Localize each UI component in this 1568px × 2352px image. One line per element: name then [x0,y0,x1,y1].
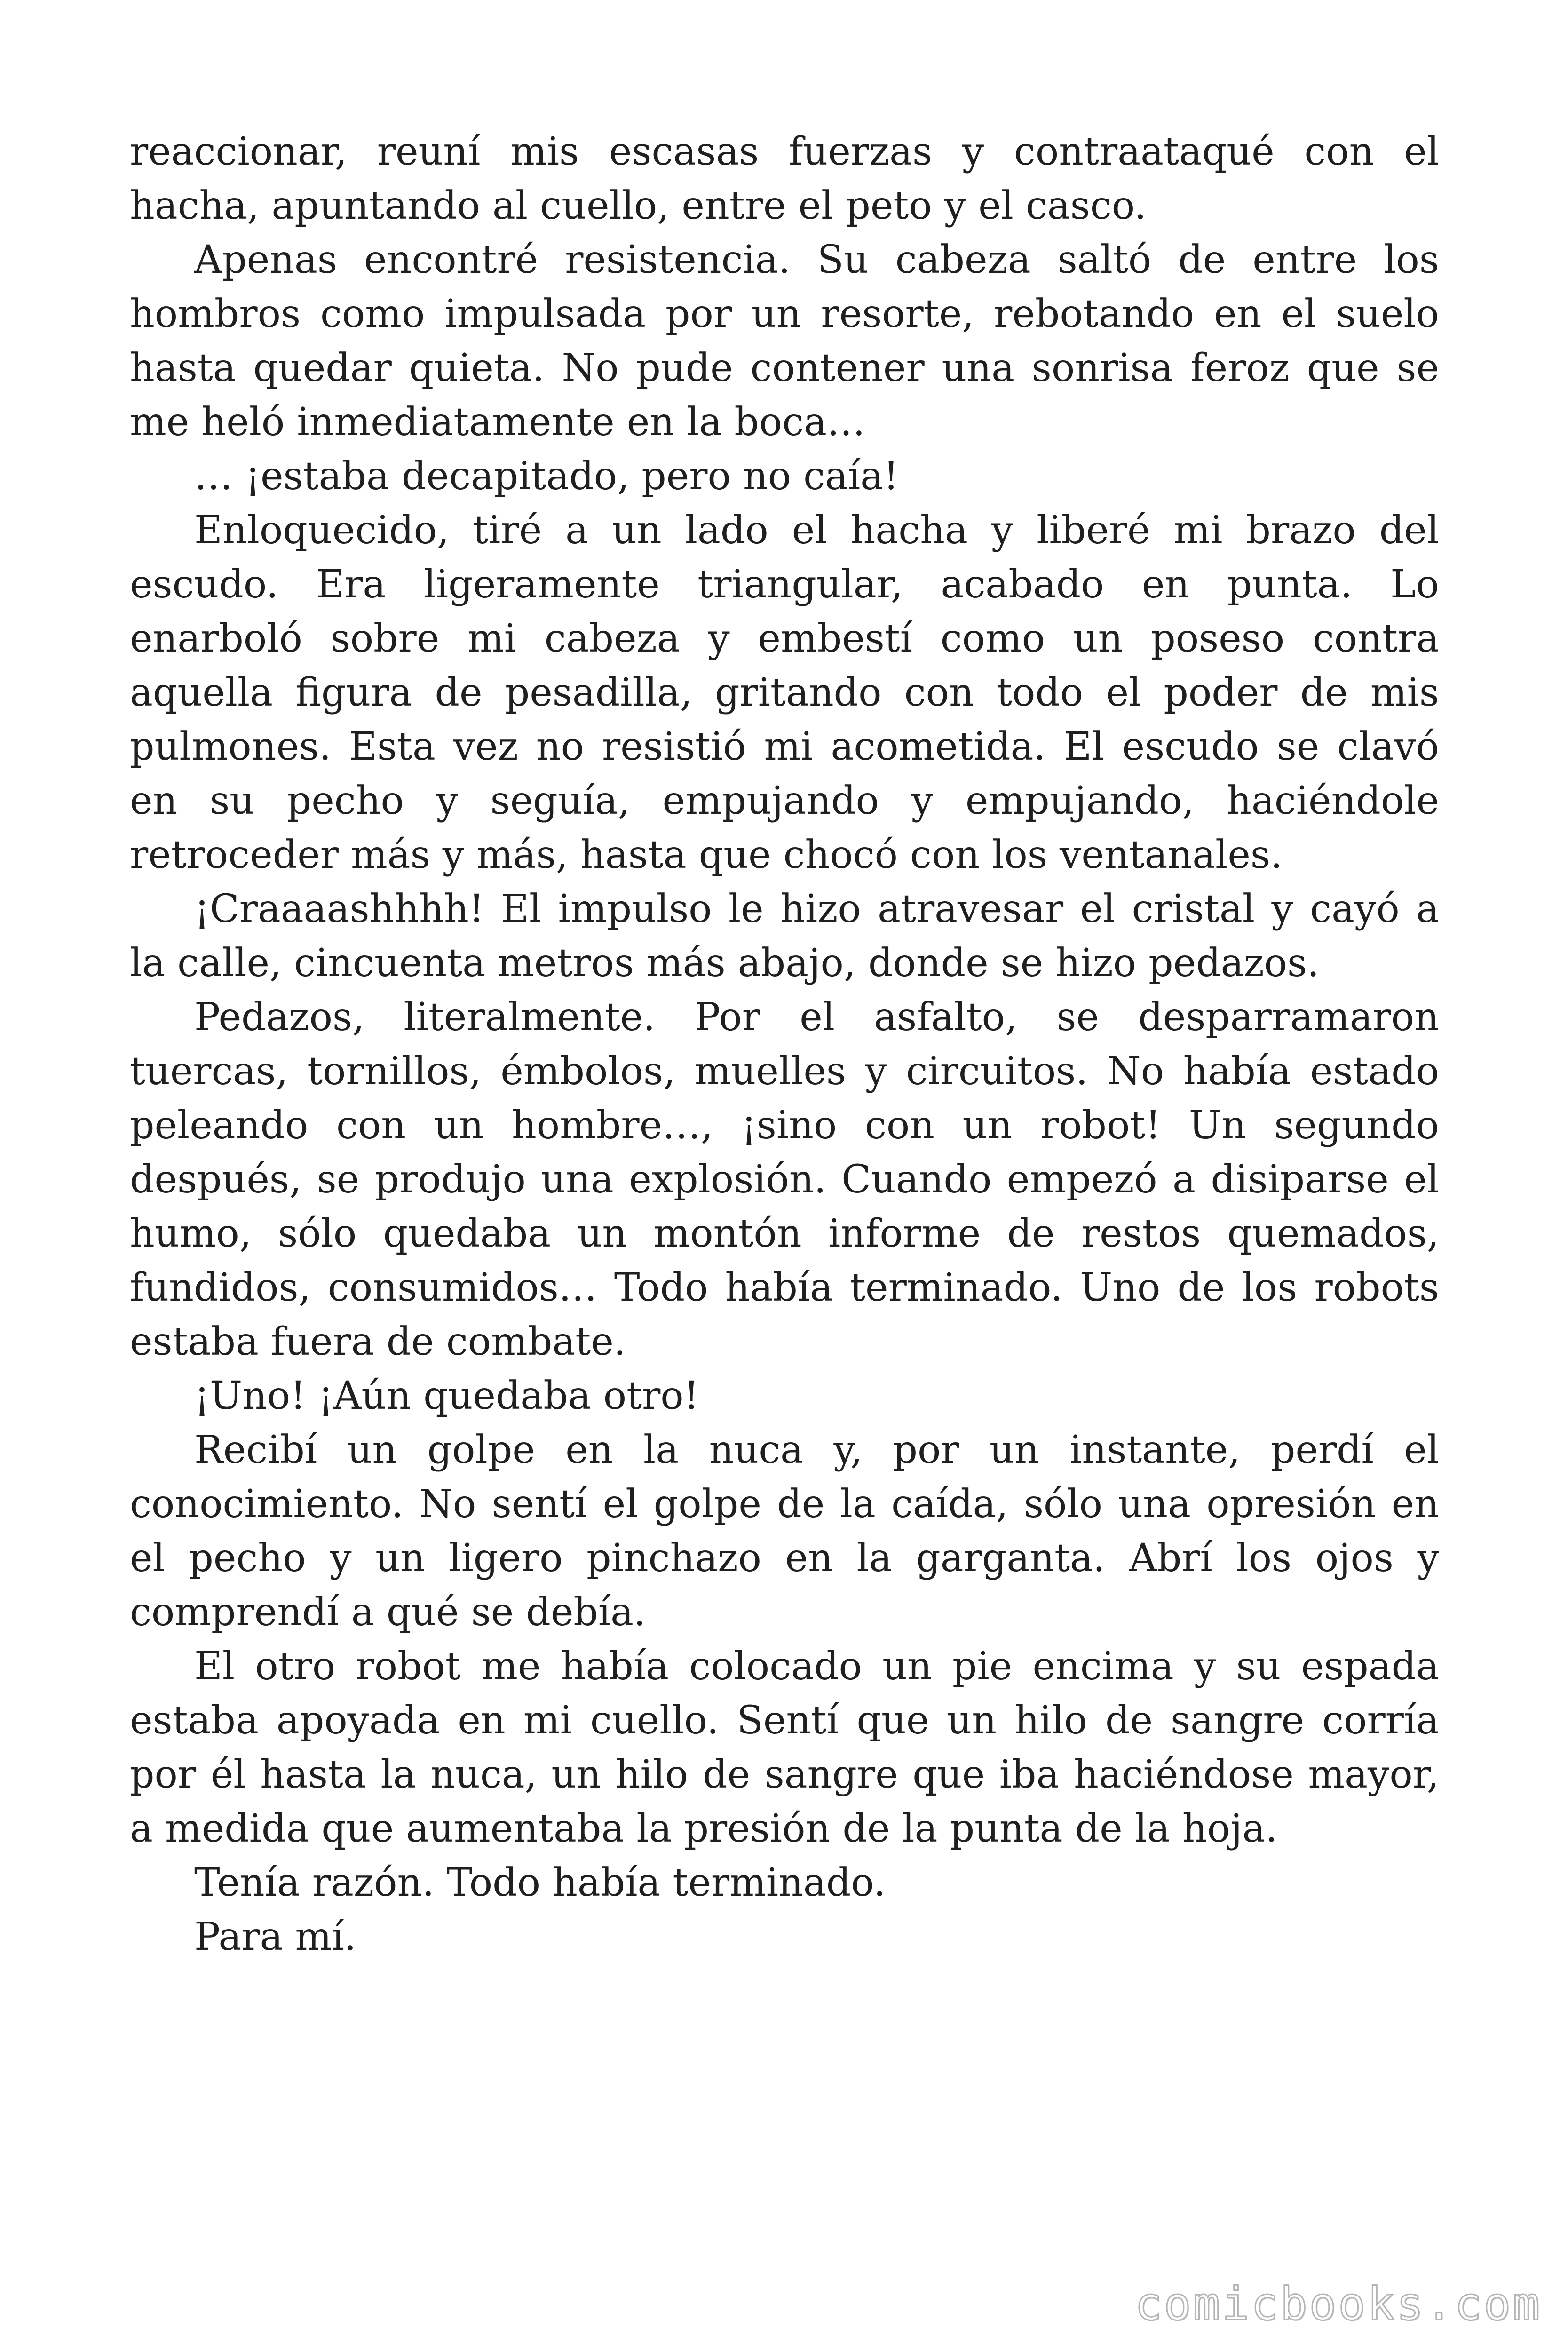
paragraph: Apenas encontré resistencia. Su cabeza saltó de entre los hombros como impulsada por un resorte, rebotando en el suelo hasta quedar quieta. No pude contener una sonrisa feroz que se me heló inmediatamente en la boca… [130,238,1439,445]
paragraph: El otro robot me había colocado un pie encima y su espada estaba apoyada en mi cuello. Sentí que un hilo de sangre corría por él hasta la nuca, un hilo de sangre que iba haciéndose mayor, a medida que aumentaba la presión de la punta de la hoja. [130,1644,1439,1851]
paragraph: Pedazos, literalmente. Por el asfalto, se desparramaron tuercas, tornillos, émbolos, muelles y circuitos. No había estado peleando con un hombre…, ¡sino con un robot! Un segundo después, se produjo una explosión. Cuando empezó a disiparse el humo, sólo quedaba un montón informe de restos quemados, fundidos, consumidos… Todo había terminado. Uno de los robots estaba fuera de combate. [130,995,1439,1364]
paragraph: Tenía razón. Todo había terminado. [194,1860,886,1905]
page-body-text [130,125,1439,1964]
paragraph: ¡Craaaashhhh! El impulso le hizo atravesar el cristal y cayó a la calle, cincuenta metros más abajo, donde se hizo pedazos. [130,887,1439,985]
paragraph: … ¡estaba decapitado, pero no caía! [194,454,899,499]
paragraph: Recibí un golpe en la nuca y, por un instante, perdí el conocimiento. No sentí el golpe de la caída, sólo una opresión en el pecho y un ligero pinchazo en la garganta. Abrí los ojos y comprendí a qué se debía. [130,1428,1439,1635]
paragraph: Para mí. [194,1915,356,1959]
watermark: comicbooks.com [1134,2278,1542,2330]
paragraph: Enloquecido, tiré a un lado el hacha y liberé mi brazo del escudo. Era ligeramente triangular, acabado en punta. Lo enarboló sobre mi cabeza y embestí como un poseso contra aquella figura de pesadilla, gritando con todo el poder de mis pulmones. Esta vez no resistió mi acometida. El escudo se clavó en su pecho y seguía, empujando y empujando, haciéndole retroceder más y más, hasta que chocó con los ventanales. [130,508,1439,877]
paragraph: ¡Uno! ¡Aún quedaba otro! [194,1374,699,1418]
paragraph-continuation: reaccionar, reuní mis escasas fuerzas y contraataqué con el hacha, apuntando al cuello, entre el peto y el casco. [130,129,1439,228]
